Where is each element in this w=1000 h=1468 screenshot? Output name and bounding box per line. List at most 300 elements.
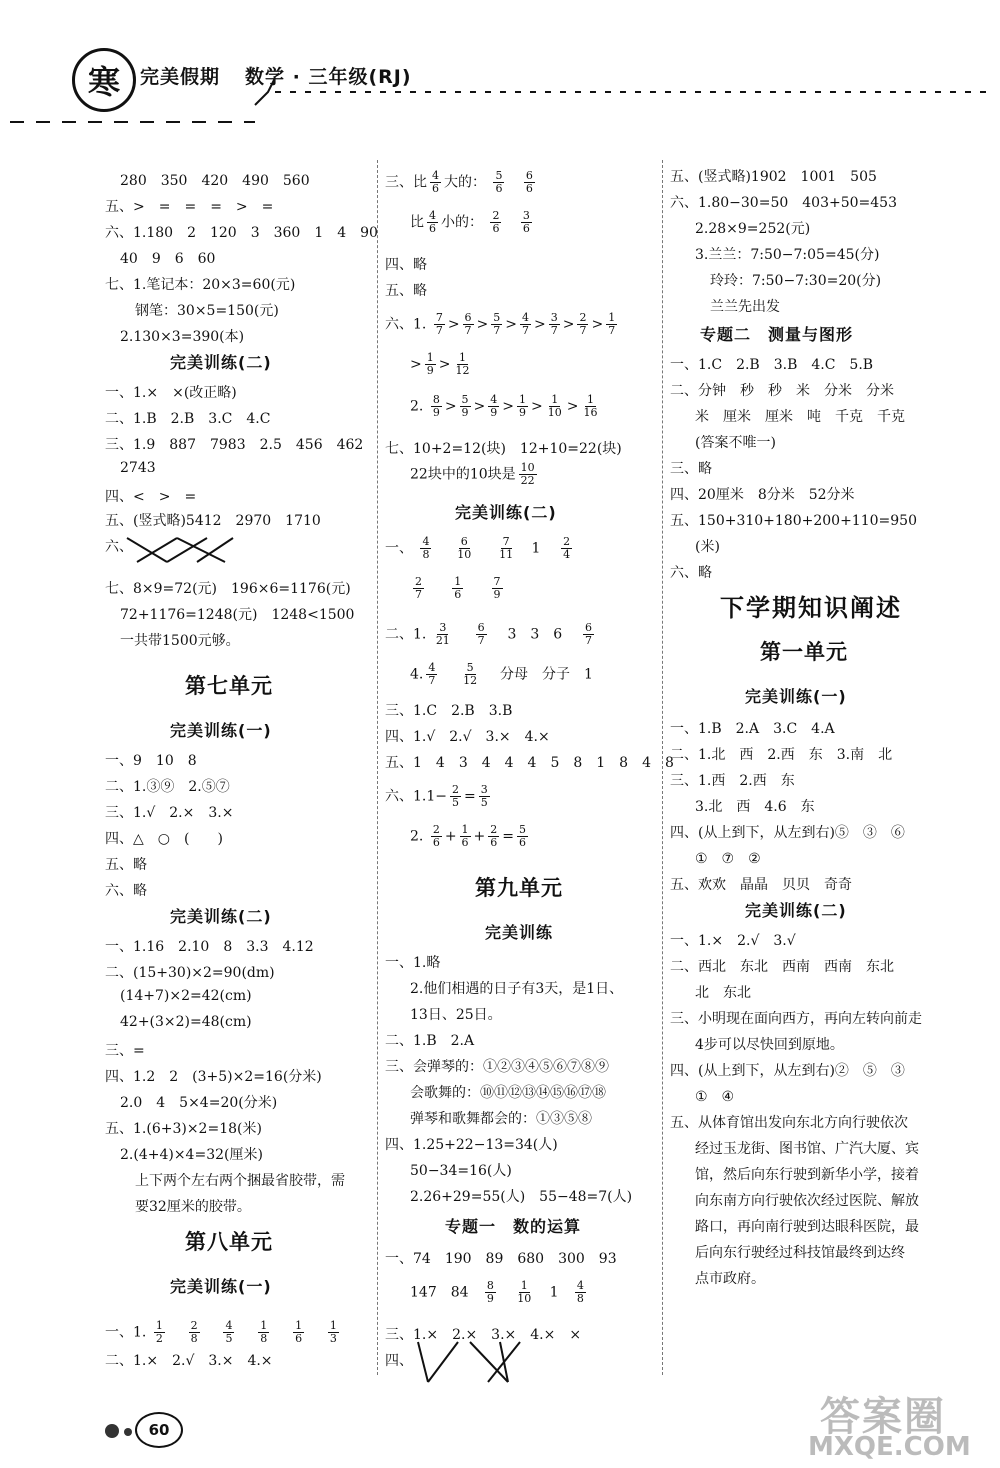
- numerator: 4: [522, 311, 530, 324]
- answer-line: 二、1.③⑨ 2.⑤⑦: [105, 779, 230, 795]
- answer-line: 会歌舞的：⑩⑪⑫⑬⑭⑮⑯⑰⑱: [410, 1085, 606, 1101]
- matching-diagram: [410, 1338, 530, 1388]
- denominator: 7: [493, 324, 501, 337]
- numerator: 1: [155, 1319, 163, 1332]
- answer-line: 五、从体育馆出发向东北方向行驶依次: [670, 1115, 908, 1131]
- denominator: 6: [522, 222, 530, 235]
- denominator: 6: [429, 222, 436, 235]
- fraction: [427, 210, 438, 235]
- subject-title: 数学 · 三年级(RJ): [245, 66, 412, 88]
- denominator: 5: [480, 796, 488, 809]
- answer-line: 玲玲：7:50−7:30=20(分): [710, 273, 882, 289]
- gt-sign: >: [476, 316, 489, 333]
- answer-line: 四、(从上到下，从左到右)② ⑤ ③: [670, 1063, 905, 1079]
- denominator: 7: [435, 324, 443, 337]
- numerator: 1: [426, 351, 434, 364]
- denominator: 9: [490, 406, 498, 419]
- answer-line: 一共带1500元够。: [120, 633, 240, 649]
- fraction: [223, 1320, 234, 1345]
- page-number: 60: [135, 1412, 183, 1448]
- numerator: 1: [260, 1319, 268, 1332]
- numerator: 6: [525, 169, 533, 182]
- answer-line: 四、(从上到下，从左到右)⑤ ③ ⑥: [670, 825, 905, 841]
- answer-line: [385, 622, 597, 647]
- answer-line: (14+7)×2=42(cm): [120, 988, 252, 1004]
- section-heading: 完美训练(一): [170, 1277, 272, 1296]
- numerator: 2: [415, 575, 422, 588]
- column-divider-1: [377, 160, 378, 1375]
- numerator: 2: [492, 209, 500, 222]
- answer-line: [105, 1320, 342, 1345]
- fraction: [460, 394, 471, 419]
- numerator: 2: [579, 311, 587, 324]
- numerator: 3: [522, 209, 530, 222]
- gt-sign: >: [562, 316, 575, 333]
- text: 3 3 6: [507, 626, 563, 643]
- gt-sign: >: [410, 356, 422, 373]
- answer-line: 2.26+29=55(人) 55−48=7(人): [410, 1189, 633, 1205]
- denominator: 7: [579, 324, 587, 337]
- numerator: 2: [190, 1319, 198, 1332]
- fraction: [488, 394, 499, 419]
- denominator: 7: [584, 634, 592, 647]
- answer-line: [410, 462, 540, 487]
- brand-title: 完美假期: [140, 66, 221, 88]
- denominator: 9: [493, 588, 501, 601]
- answer-line: 2.130×3=390(本): [120, 329, 245, 345]
- answer-line: [410, 352, 474, 377]
- section-heading: 完美训练(一): [745, 687, 847, 706]
- answer-line: 一、1.B 2.A 3.C 4.A: [670, 721, 835, 737]
- numerator: 7: [493, 575, 501, 588]
- answer-line: 四、略: [385, 257, 427, 273]
- numerator: 6: [464, 311, 472, 324]
- numerator: 3: [480, 783, 488, 796]
- numerator: 4: [490, 393, 498, 406]
- denominator: 6: [432, 836, 440, 849]
- fraction: [491, 312, 502, 337]
- answer-line: 42+(3×2)=48(cm): [120, 1014, 252, 1030]
- fraction: [453, 352, 471, 377]
- answer-line: [410, 824, 531, 849]
- fraction: [493, 170, 504, 195]
- fraction: [293, 1320, 304, 1345]
- fraction: [461, 662, 479, 687]
- numerator: 4: [428, 661, 436, 674]
- numerator: 1: [520, 1279, 528, 1292]
- answer-line: 二、西北 东北 西南 西南 东北: [670, 959, 894, 975]
- answer-line: [385, 312, 620, 337]
- denominator: 6: [461, 836, 469, 849]
- gt-sign: >: [505, 316, 518, 333]
- answer-line: 北 东北: [695, 985, 751, 1001]
- unit-heading: 第九单元: [475, 876, 563, 900]
- answer-line: 三、1.× 2.× 3.× 4.× ×: [385, 1327, 582, 1343]
- fraction: [606, 312, 617, 337]
- fraction: [581, 394, 599, 419]
- denominator: 10: [517, 1292, 532, 1305]
- winter-logo: 寒: [72, 48, 136, 112]
- fraction: [524, 170, 535, 195]
- answer-line: 五、150+310+180+200+110=950: [670, 513, 917, 529]
- fraction: [430, 170, 441, 195]
- section-heading: 完美训练(一): [170, 721, 272, 740]
- numerator: 1: [329, 1319, 337, 1332]
- denominator: 5: [225, 1332, 233, 1345]
- answer-line: 五、> = = = > =: [105, 199, 274, 215]
- gt-sign: >: [566, 398, 579, 415]
- denominator: 9: [486, 1292, 494, 1305]
- text: 二、1.: [385, 626, 427, 643]
- fraction: [463, 312, 474, 337]
- denominator: 9: [461, 406, 469, 419]
- answer-line: 一、1.16 2.10 8 3.3 4.12: [105, 939, 314, 955]
- answer-line: 点市政府。: [695, 1271, 765, 1287]
- denominator: 6: [492, 222, 500, 235]
- numerator: 1: [458, 351, 466, 364]
- watermark-url: MXQE.COM: [808, 1432, 971, 1462]
- numerator: 4: [422, 535, 430, 548]
- denominator: 7: [415, 588, 422, 601]
- denominator: 7: [464, 324, 472, 337]
- answer-line: 兰兰先出发: [710, 299, 780, 315]
- answer-line: ① ⑦ ②: [695, 851, 761, 867]
- numerator: 2: [452, 783, 459, 796]
- text: 1: [549, 1284, 559, 1301]
- denominator: 8: [576, 1292, 584, 1305]
- answer-line: (米): [695, 539, 720, 555]
- numerator: 7: [435, 311, 443, 324]
- answer-line: (答案不唯一): [695, 435, 776, 451]
- answer-line: 三、1.西 2.西 东: [670, 773, 795, 789]
- denominator: 12: [463, 674, 478, 687]
- numerator: 3: [439, 621, 447, 634]
- denominator: 2: [155, 1332, 163, 1345]
- answer-line: 50−34=16(人): [410, 1163, 512, 1179]
- numerator: 8: [486, 1279, 494, 1292]
- section-heading: 完美训练(二): [170, 907, 272, 926]
- header-rule: [0, 0, 1000, 130]
- equals-sign: =: [464, 788, 476, 805]
- numerator: 4: [225, 1319, 233, 1332]
- fraction: [189, 1320, 200, 1345]
- answer-line: 要32厘米的胶带。: [135, 1199, 251, 1215]
- fraction: [521, 210, 532, 235]
- fraction: [460, 824, 471, 849]
- denominator: 6: [432, 182, 439, 195]
- text: 分母 分子 1: [499, 666, 593, 683]
- denominator: 4: [563, 548, 571, 561]
- answer-line: [385, 170, 538, 195]
- text: 147 84: [410, 1284, 469, 1301]
- numerator: 1: [586, 393, 594, 406]
- numerator: 1: [519, 393, 527, 406]
- answer-line: 四、1.2 2 (3+5)×2=16(分米): [105, 1069, 322, 1085]
- plus-sign: +: [473, 828, 486, 845]
- answer-line: 钢笔：30×5=150(元): [135, 303, 279, 319]
- numerator: 2: [490, 823, 498, 836]
- answer-line: 280 350 420 490 560: [120, 173, 310, 189]
- denominator: 7: [608, 324, 616, 337]
- fraction: [476, 622, 487, 647]
- answer-line: 四、△ ○ ( ): [105, 831, 223, 847]
- answer-line: 七、8×9=72(元) 196×6=1176(元): [105, 581, 351, 597]
- denominator: 6: [295, 1332, 303, 1345]
- answer-line: 三、会弹琴的：①②③④⑤⑥⑦⑧⑨: [385, 1059, 609, 1075]
- fraction: [492, 576, 503, 601]
- denominator: 6: [454, 588, 462, 601]
- answer-line: 弹琴和歌舞都会的：①③⑤⑧: [410, 1111, 592, 1127]
- answer-line: [385, 784, 493, 809]
- denominator: 9: [519, 406, 527, 419]
- answer-line: 13日、25日。: [410, 1007, 502, 1023]
- numerator: 1: [454, 575, 462, 588]
- matching-diagram: [125, 530, 235, 570]
- equals-sign: =: [502, 828, 515, 845]
- gt-sign: >: [438, 356, 451, 373]
- answer-line: [410, 1280, 589, 1305]
- fraction: [426, 662, 437, 687]
- numerator: 8: [432, 393, 440, 406]
- denominator: 7: [477, 634, 485, 647]
- answer-line: ① ④: [695, 1089, 735, 1105]
- fraction: [450, 784, 461, 809]
- numerator: 3: [550, 311, 558, 324]
- fraction: [546, 394, 564, 419]
- fraction: [328, 1320, 339, 1345]
- text: 2.: [410, 398, 424, 415]
- answer-line: 三、=: [105, 1043, 145, 1059]
- numerator: 4: [429, 209, 436, 222]
- numerator: 4: [576, 1279, 584, 1292]
- watermark-logo: 答案圈: [820, 1394, 946, 1440]
- numerator: 4: [432, 169, 439, 182]
- answer-line: 经过玉龙街、图书馆、广汽大厦、宾: [695, 1141, 919, 1157]
- answer-line: [410, 394, 602, 419]
- answer-line: [385, 536, 575, 561]
- answer-line: 三、小明现在面向西方，再向左转向前走: [670, 1011, 922, 1027]
- fraction: [517, 824, 528, 849]
- text: 六、1.1−: [385, 788, 447, 805]
- fraction: [575, 1280, 586, 1305]
- denominator: 7: [550, 324, 558, 337]
- section-heading: 专题一 数的运算: [445, 1217, 582, 1236]
- answer-line: 五、欢欢 晶晶 贝贝 奇奇: [670, 877, 852, 893]
- answer-line: 五、1.(6+3)×2=18(米): [105, 1121, 262, 1137]
- fraction: [154, 1320, 165, 1345]
- numerator: 1: [551, 393, 559, 406]
- answer-line: 七、1.笔记本：20×3=60(元): [105, 277, 296, 293]
- decorative-dot: [105, 1424, 119, 1438]
- answer-line: 五、(竖式略)1902 1001 505: [670, 169, 877, 185]
- fraction: [549, 312, 560, 337]
- answer-line: 三、1.9 887 7983 2.5 456 462: [105, 437, 364, 453]
- answer-line: 2.28×9=252(元): [695, 221, 811, 237]
- answer-line: 四、20厘米 8分米 52分米: [670, 487, 855, 503]
- numerator: 5: [493, 311, 501, 324]
- answer-line: 一、1.× ×(改正略): [105, 385, 237, 401]
- decorative-dot: [124, 1428, 132, 1436]
- answer-line: 路口，再向南行驶到达眼科医院，最: [695, 1219, 919, 1235]
- fraction: [434, 312, 445, 337]
- section-heading: 专题二 测量与图形: [700, 325, 854, 344]
- numerator: 5: [519, 823, 527, 836]
- answer-line: 4步可以尽快回到原地。: [695, 1037, 844, 1053]
- gt-sign: >: [534, 316, 546, 333]
- denominator: 11: [499, 548, 514, 561]
- fraction: [431, 824, 442, 849]
- fraction: [577, 312, 588, 337]
- answer-line: 米 厘米 厘米 吨 千克 千克: [695, 409, 905, 425]
- denominator: 7: [522, 324, 530, 337]
- answer-line: 六、: [105, 539, 133, 555]
- denominator: 9: [426, 364, 434, 377]
- answer-line: 六、1.80−30=50 403+50=453: [670, 195, 897, 211]
- text: 六、1.: [385, 316, 427, 333]
- answer-line: 一、1.× 2.√ 3.√: [670, 933, 796, 949]
- answer-line: 向东南方向行驶依次经过医院、解放: [695, 1193, 919, 1209]
- numerator: 6: [584, 621, 592, 634]
- numerator: 7: [502, 535, 510, 548]
- numerator: 5: [466, 661, 474, 674]
- answer-line: 一、74 190 89 680 300 93: [385, 1251, 617, 1267]
- fraction: [425, 352, 436, 377]
- numerator: 5: [495, 169, 503, 182]
- gt-sign: >: [591, 316, 604, 333]
- numerator: 1: [295, 1319, 303, 1332]
- denominator: 12: [455, 364, 470, 377]
- text: 一、: [385, 540, 413, 557]
- answer-line: 二、1.B 2.B 3.C 4.C: [105, 411, 271, 427]
- answer-line: 后向东行驶经过科技馆最终到达终: [695, 1245, 905, 1261]
- denominator: 7: [428, 674, 436, 687]
- answer-line: 2743: [120, 460, 156, 476]
- answer-line: 五、略: [385, 283, 427, 299]
- fraction: [455, 536, 473, 561]
- unit-heading: 第八单元: [185, 1230, 273, 1254]
- answer-line: 馆，然后向东行驶到新华小学，接着: [695, 1167, 919, 1183]
- denominator: 5: [452, 796, 459, 809]
- answer-line: 三、1.√ 2.× 3.×: [105, 805, 234, 821]
- section-heading: 完美训练(二): [455, 503, 557, 522]
- denominator: 6: [495, 182, 503, 195]
- section-heading: 完美训练: [485, 923, 554, 942]
- plus-sign: +: [444, 828, 457, 845]
- answer-line: 三、略: [670, 461, 712, 477]
- answer-line: 四、1.25+22−13=34(人): [385, 1137, 558, 1153]
- answer-line: [410, 662, 593, 687]
- denominator: 8: [190, 1332, 198, 1345]
- answer-line: 四、1.√ 2.√ 3.× 4.×: [385, 729, 550, 745]
- numerator: 10: [520, 461, 535, 474]
- gt-sign: >: [447, 316, 460, 333]
- numerator: 1: [608, 311, 616, 324]
- gt-sign: >: [473, 398, 486, 415]
- denominator: 8: [422, 548, 430, 561]
- numerator: 2: [563, 535, 571, 548]
- answer-line: 一、1.略: [385, 955, 441, 971]
- answer-line: 2.他们相遇的日子有3天，是1日、: [410, 981, 624, 997]
- answer-line: 三、1.C 2.B 3.B: [385, 703, 513, 719]
- denominator: 6: [525, 182, 533, 195]
- part-heading: 下学期知识阐述: [720, 594, 902, 622]
- gt-sign: >: [444, 398, 457, 415]
- fraction: [434, 622, 452, 647]
- answer-line: 3.兰兰：7:50−7:05=45(分): [695, 247, 880, 263]
- numerator: 6: [460, 535, 468, 548]
- denominator: 6: [490, 836, 498, 849]
- section-heading: 完美训练(二): [745, 901, 847, 920]
- fraction: [413, 576, 424, 601]
- text: 大的：: [444, 174, 486, 191]
- fraction: [561, 536, 572, 561]
- denominator: 8: [260, 1332, 268, 1345]
- answer-line: [410, 576, 506, 601]
- text: 22块中的10块是: [410, 466, 516, 483]
- answer-line: 五、略: [105, 857, 147, 873]
- denominator: 9: [432, 406, 440, 419]
- answer-line: 六、略: [670, 565, 712, 581]
- answer-line: 四、: [385, 1353, 413, 1369]
- answer-line: 一、1.C 2.B 3.B 4.C 5.B: [670, 357, 874, 373]
- answer-line: 二、1.北 西 2.西 东 3.南 北: [670, 747, 893, 763]
- unit-heading: 第七单元: [185, 674, 273, 698]
- denominator: 10: [547, 406, 562, 419]
- answer-line: 二、1.B 2.A: [385, 1033, 475, 1049]
- numerator: 1: [461, 823, 469, 836]
- fraction: [497, 536, 515, 561]
- text: 比: [410, 214, 424, 231]
- fraction: [258, 1320, 269, 1345]
- denominator: 6: [519, 836, 527, 849]
- fraction: [420, 536, 431, 561]
- text: 4.: [410, 666, 424, 683]
- answer-line: 五、(竖式略)5412 2970 1710: [105, 513, 321, 529]
- numerator: 6: [477, 621, 485, 634]
- answer-line: 二、分钟 秒 秒 米 分米 分米: [670, 383, 894, 399]
- answer-line: 二、1.× 2.√ 3.× 4.×: [105, 1353, 273, 1369]
- denominator: 3: [329, 1332, 337, 1345]
- answer-line: 2.(4+4)×4=32(厘米): [120, 1147, 263, 1163]
- fraction: [520, 312, 531, 337]
- answer-line: 二、(15+30)×2=90(dm): [105, 965, 275, 981]
- fraction: [517, 394, 528, 419]
- answer-line: 四、< > =: [105, 489, 197, 505]
- answer-line: 六、1.180 2 120 3 360 1 4 90: [105, 225, 378, 241]
- fraction: [452, 576, 463, 601]
- text: 2.: [410, 828, 424, 845]
- value-one: 1: [531, 540, 541, 557]
- answer-line: 2.0 4 5×4=20(分米): [120, 1095, 278, 1111]
- fraction: [479, 784, 490, 809]
- fraction: [485, 1280, 496, 1305]
- answer-line: 72+1176=1248(元) 1248<1500: [120, 607, 355, 623]
- fraction: [490, 210, 501, 235]
- answer-line: 3.北 西 4.6 东: [695, 799, 815, 815]
- denominator: 22: [520, 474, 535, 487]
- fraction: [431, 394, 442, 419]
- text: 三、比: [385, 174, 427, 191]
- answer-line: 40 9 6 60: [120, 251, 216, 267]
- fraction: [583, 622, 594, 647]
- answer-line: 一、9 10 8: [105, 753, 197, 769]
- answer-line: 七、10+2=12(块) 12+10=22(块): [385, 441, 622, 457]
- denominator: 21: [435, 634, 450, 647]
- answer-line: 五、1 4 3 4 4 4 5 8 1 8 4 8: [385, 755, 674, 771]
- answer-line: [410, 210, 535, 235]
- gt-sign: >: [531, 398, 543, 415]
- section-heading: 完美训练(二): [170, 353, 272, 372]
